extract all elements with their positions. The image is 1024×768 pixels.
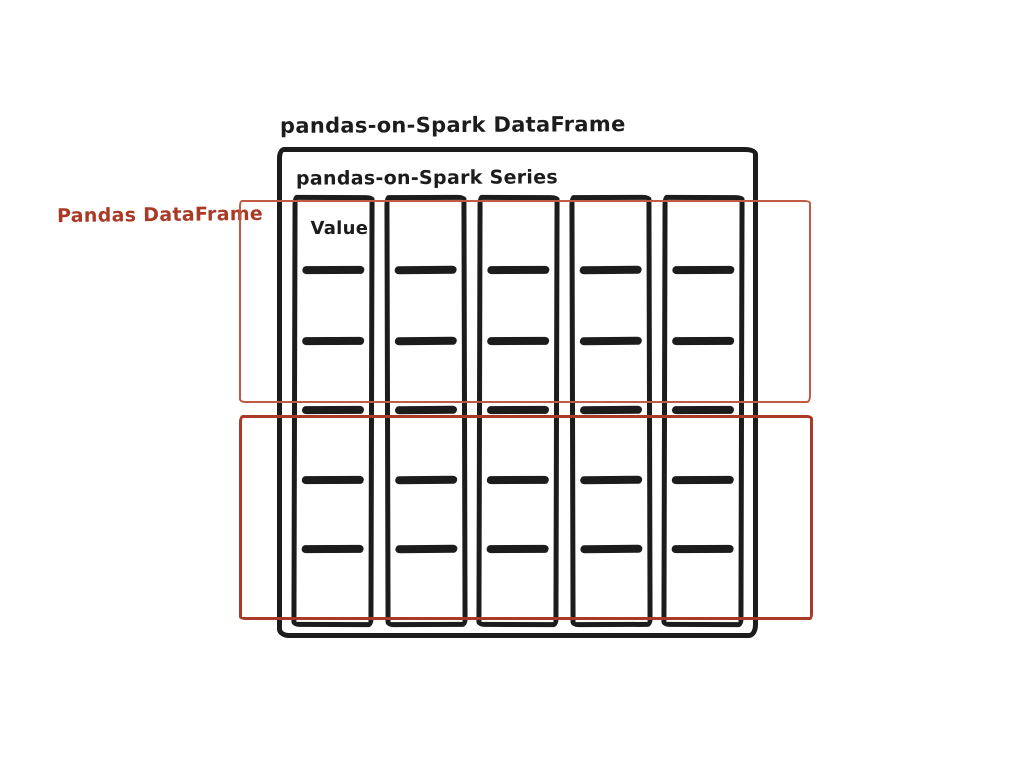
diagram-title: pandas-on-Spark DataFrame <box>279 112 626 138</box>
series-column <box>291 195 374 627</box>
pandas-dataframe-label: Pandas DataFrame <box>56 202 264 228</box>
value-dash <box>487 476 549 484</box>
value-dash <box>672 337 734 345</box>
value-dash <box>487 337 549 345</box>
series-column <box>569 195 652 627</box>
value-dash <box>394 266 456 275</box>
value-dash <box>580 545 642 554</box>
value-dash <box>302 266 364 274</box>
value-dash <box>672 476 734 484</box>
series-column <box>661 195 744 627</box>
value-dash <box>302 545 364 553</box>
series-label: pandas-on-Spark Series <box>295 166 559 190</box>
value-dash <box>579 337 641 346</box>
value-dash <box>395 476 457 485</box>
value-dash <box>395 545 457 554</box>
value-dash <box>394 406 456 415</box>
value-dash <box>487 266 549 274</box>
value-dash <box>672 406 734 414</box>
value-dash <box>302 406 364 414</box>
value-dash <box>394 337 456 346</box>
value-dash <box>672 545 734 553</box>
series-column <box>476 195 559 627</box>
value-dash <box>580 476 642 485</box>
value-label: Value <box>310 217 369 240</box>
value-dash <box>487 406 549 414</box>
series-column <box>384 195 467 627</box>
value-dash <box>302 476 364 484</box>
value-dash <box>672 266 734 274</box>
value-dash <box>302 337 364 345</box>
series-columns-row <box>292 195 744 627</box>
value-dash <box>487 545 549 553</box>
value-dash <box>579 266 641 275</box>
value-dash <box>579 406 641 415</box>
